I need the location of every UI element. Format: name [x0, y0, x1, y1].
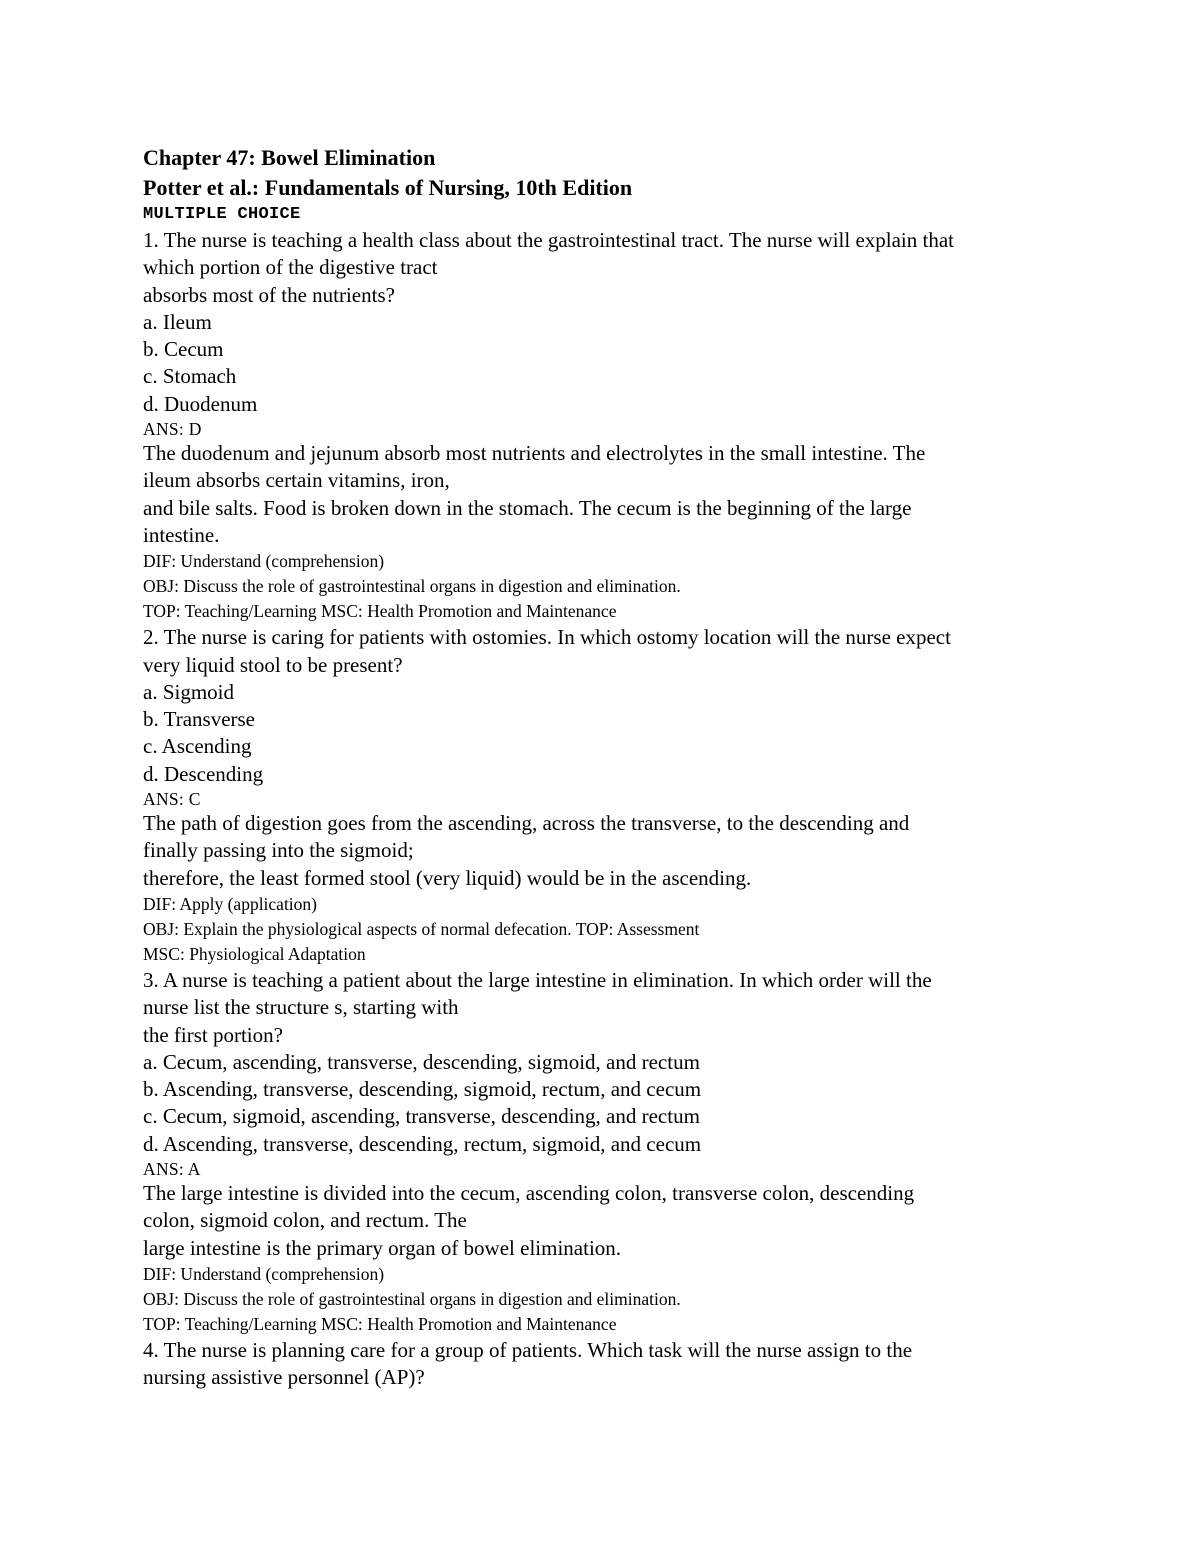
answer-option: d. Ascending, transverse, descending, rectum, sigmoid, and cecum [143, 1131, 702, 1156]
rationale-text: finally passing into the sigmoid; [143, 838, 414, 863]
question-block [143, 967, 1063, 1337]
answer-option: b. Ascending, transverse, descending, sigmoid, rectum, and cecum [143, 1077, 702, 1102]
answer-option: c. Stomach [143, 364, 237, 389]
question-text: very liquid stool to be present? [143, 652, 403, 677]
question-metadata: OBJ: Explain the physiological aspects of normal defecation. TOP: Assessment [143, 918, 700, 939]
answer-option: a. Cecum, ascending, transverse, descending, sigmoid, and rectum [143, 1049, 700, 1074]
rationale-text: and bile salts. Food is broken down in the stomach. The cecum is the beginning of the large [143, 495, 912, 520]
rationale-text: The large intestine is divided into the cecum, ascending colon, transverse colon, descending [143, 1181, 915, 1206]
chapter-title: Chapter 47: Bowel Elimination [143, 145, 436, 170]
rationale-text: large intestine is the primary organ of bowel elimination. [143, 1235, 622, 1260]
question-metadata: TOP: Teaching/Learning MSC: Health Promotion and Maintenance [143, 601, 617, 622]
answer-option: c. Cecum, sigmoid, ascending, transverse, descending, and rectum [143, 1104, 700, 1129]
question-text: which portion of the digestive tract [143, 255, 438, 280]
question-text: absorbs most of the nutrients? [143, 282, 395, 307]
rationale-text: colon, sigmoid colon, and rectum. The [143, 1208, 467, 1233]
answer-option: a. Ileum [143, 309, 212, 334]
answer-key: ANS: A [143, 1159, 201, 1180]
question-list [143, 227, 1063, 1392]
question-block [143, 624, 1063, 967]
answer-key: ANS: D [143, 419, 202, 440]
question-metadata: OBJ: Discuss the role of gastrointestinal organs in digestion and elimination. [143, 576, 681, 597]
question-metadata: OBJ: Discuss the role of gastrointestinal organs in digestion and elimination. [143, 1288, 681, 1309]
question-metadata: TOP: Teaching/Learning MSC: Health Promotion and Maintenance [143, 1313, 617, 1334]
question-metadata: DIF: Understand (comprehension) [143, 1263, 385, 1284]
question-text: 2. The nurse is caring for patients with ostomies. In which ostomy location will the nurse expect [143, 625, 951, 650]
question-metadata: DIF: Apply (application) [143, 893, 318, 914]
section-heading: MULTIPLE CHOICE [143, 205, 301, 224]
answer-option: c. Ascending [143, 734, 252, 759]
rationale-text: intestine. [143, 522, 220, 547]
answer-option: b. Transverse [143, 707, 256, 732]
question-block [143, 1337, 1063, 1392]
rationale-text: therefore, the least formed stool (very liquid) would be in the ascending. [143, 865, 752, 890]
answer-key: ANS: C [143, 789, 201, 810]
rationale-text: The duodenum and jejunum absorb most nutrients and electrolytes in the small intestine. The [143, 441, 926, 466]
rationale-text: ileum absorbs certain vitamins, iron, [143, 468, 450, 493]
question-text: 1. The nurse is teaching a health class about the gastrointestinal tract. The nurse will explain that [143, 228, 954, 252]
answer-option: a. Sigmoid [143, 679, 235, 704]
question-text: 4. The nurse is planning care for a group of patients. Which task will the nurse assign to the [143, 1337, 913, 1362]
question-text: 3. A nurse is teaching a patient about the large intestine in elimination. In which order will the [143, 967, 932, 992]
question-block [143, 227, 1063, 624]
answer-option: b. Cecum [143, 337, 224, 362]
question-metadata: DIF: Understand (comprehension) [143, 551, 385, 572]
question-text: nursing assistive personnel (AP)? [143, 1365, 425, 1390]
answer-option: d. Duodenum [143, 391, 258, 416]
document-page [143, 143, 1063, 1392]
question-text: nurse list the structure s, starting with [143, 995, 459, 1020]
answer-option: d. Descending [143, 761, 264, 786]
question-text: the first portion? [143, 1022, 283, 1047]
question-metadata: MSC: Physiological Adaptation [143, 943, 366, 964]
rationale-text: The path of digestion goes from the ascending, across the transverse, to the descending and [143, 811, 910, 836]
book-subtitle: Potter et al.: Fundamentals of Nursing, 10th Edition [143, 175, 633, 200]
